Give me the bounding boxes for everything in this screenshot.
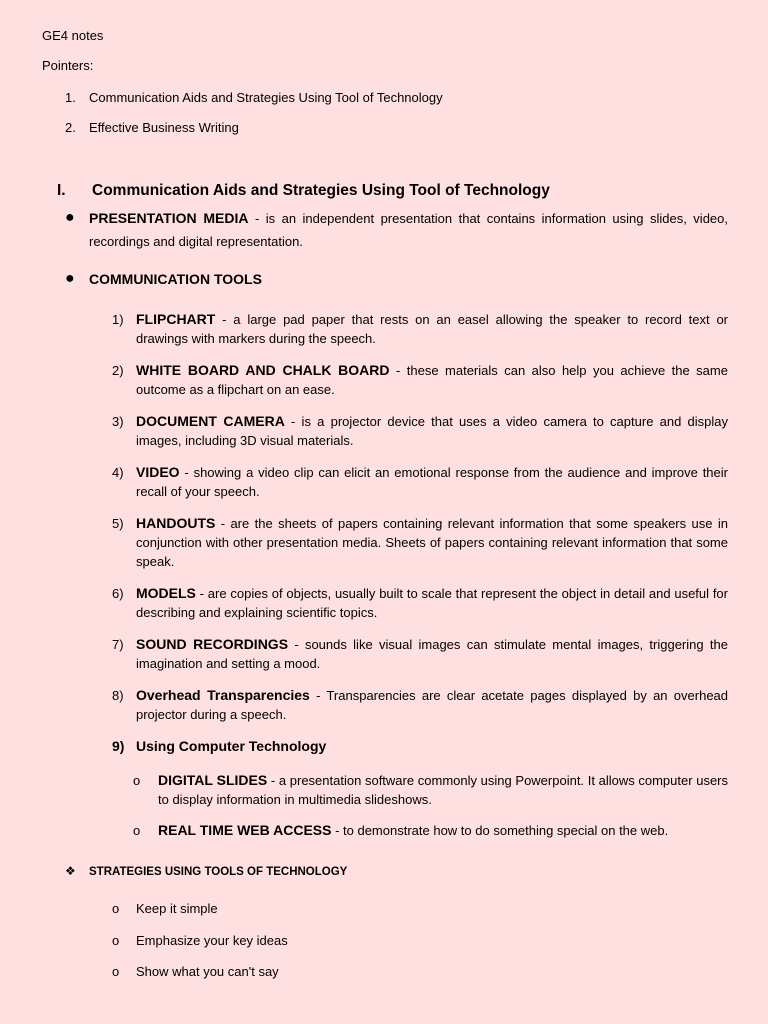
list-item (112, 635, 728, 673)
definition: - Transparencies are clear acetate pages displayed by an overhead projector during a speech. (136, 688, 729, 722)
bullet-icon: o (133, 823, 141, 838)
definition: - are copies of objects, usually built to scale that represent the object in detail and useful for describing and explaining scientific topics. (136, 586, 728, 620)
communication-tools-heading: COMMUNICATION TOOLS (89, 271, 262, 287)
term: SOUND RECORDINGS (136, 636, 289, 652)
pointer-item (65, 119, 239, 137)
pointer-text: Effective Business Writing (89, 120, 239, 135)
list-item (112, 463, 728, 501)
item-number: 8) (112, 688, 124, 703)
item-number: 3) (112, 414, 124, 429)
list-item (112, 931, 288, 950)
pointer-text: Communication Aids and Strategies Using Tool of Technology (89, 90, 443, 105)
list-item (112, 584, 728, 622)
definition: - is a projector device that uses a video camera to capture and display images, including 3D visual materials. (136, 414, 728, 448)
definition: - showing a video clip can elicit an emotional response from the audience and improve their recall of your speech. (136, 465, 728, 499)
pointer-number: 1. (65, 90, 76, 105)
list-item (112, 310, 728, 348)
definition: - to demonstrate how to do something special on the web. (331, 823, 669, 838)
section-heading (57, 182, 550, 200)
computer-technology-list (133, 771, 728, 852)
term: PRESENTATION MEDIA (89, 210, 249, 226)
item-number: 2) (112, 363, 124, 378)
list-item (112, 899, 288, 918)
term: FLIPCHART (136, 311, 216, 327)
list-item (112, 514, 728, 571)
list-item (112, 686, 728, 724)
list-item (112, 412, 728, 450)
presentation-media-text (89, 207, 728, 253)
term: VIDEO (136, 464, 180, 480)
term: Overhead Transparencies (136, 687, 310, 703)
term: DOCUMENT CAMERA (136, 413, 285, 429)
item-number: 7) (112, 637, 124, 652)
item-number: 9) (112, 738, 125, 754)
definition: - are the sheets of papers containing relevant information that some speakers use in conjunction with other presentation media. Sheets of papers containing relevant information that some speak. (136, 516, 728, 569)
definition: - a presentation software commonly using Powerpoint. It allows computer users to display information in multimedia slideshows. (158, 773, 729, 807)
pointers-label: Pointers: (42, 58, 94, 73)
section-title: Communication Aids and Strategies Using Tool of Technology (92, 182, 550, 199)
communication-tools-bullet (65, 268, 728, 291)
diamond-bullet-icon: ❖ (65, 864, 76, 878)
strategies-heading (65, 862, 347, 881)
definition: - a large pad paper that rests on an easel allowing the speaker to record text or drawings with markers during the speech. (136, 312, 728, 346)
item-number: 1) (112, 312, 124, 327)
term: DIGITAL SLIDES (158, 772, 268, 788)
item-number: 6) (112, 586, 124, 601)
bullet-icon: o (112, 932, 120, 948)
presentation-media-bullet (65, 207, 728, 253)
communication-tools-list (112, 310, 728, 756)
term: MODELS (136, 585, 196, 601)
pointer-item (65, 89, 443, 107)
item-number: 5) (112, 516, 124, 531)
computer-technology-heading: Using Computer Technology (136, 738, 327, 754)
definition: - sounds like visual images can stimulate mental images, triggering the imagination and setting a mood. (136, 637, 728, 671)
term: REAL TIME WEB ACCESS (158, 822, 332, 838)
section-numeral: I. (57, 182, 66, 199)
item-number: 4) (112, 465, 124, 480)
bullet-icon: ● (65, 270, 75, 287)
strategies-list (112, 899, 288, 994)
doc-title: GE4 notes (42, 28, 104, 43)
definition: - these materials can also help you achieve the same outcome as a flipchart on an ease. (136, 363, 728, 397)
term: WHITE BOARD AND CHALK BOARD (136, 362, 390, 378)
strategies-title: STRATEGIES USING TOOLS OF TECHNOLOGY (89, 866, 348, 878)
strategy-text: Emphasize your key ideas (136, 932, 288, 948)
list-item (112, 962, 288, 981)
pointer-number: 2. (65, 120, 76, 135)
list-item (133, 821, 728, 840)
bullet-icon: o (112, 964, 120, 979)
bullet-icon: o (112, 901, 120, 916)
strategy-text: Keep it simple (136, 901, 218, 916)
list-item (112, 737, 728, 756)
definition: - is an independent presentation that contains information using slides, video, recordings and digital representation. (89, 211, 728, 249)
bullet-icon: o (133, 773, 141, 788)
term: HANDOUTS (136, 515, 216, 531)
bullet-icon: ● (65, 209, 75, 226)
list-item (133, 771, 728, 809)
strategy-text: Show what you can't say (136, 964, 279, 979)
list-item (112, 361, 728, 399)
